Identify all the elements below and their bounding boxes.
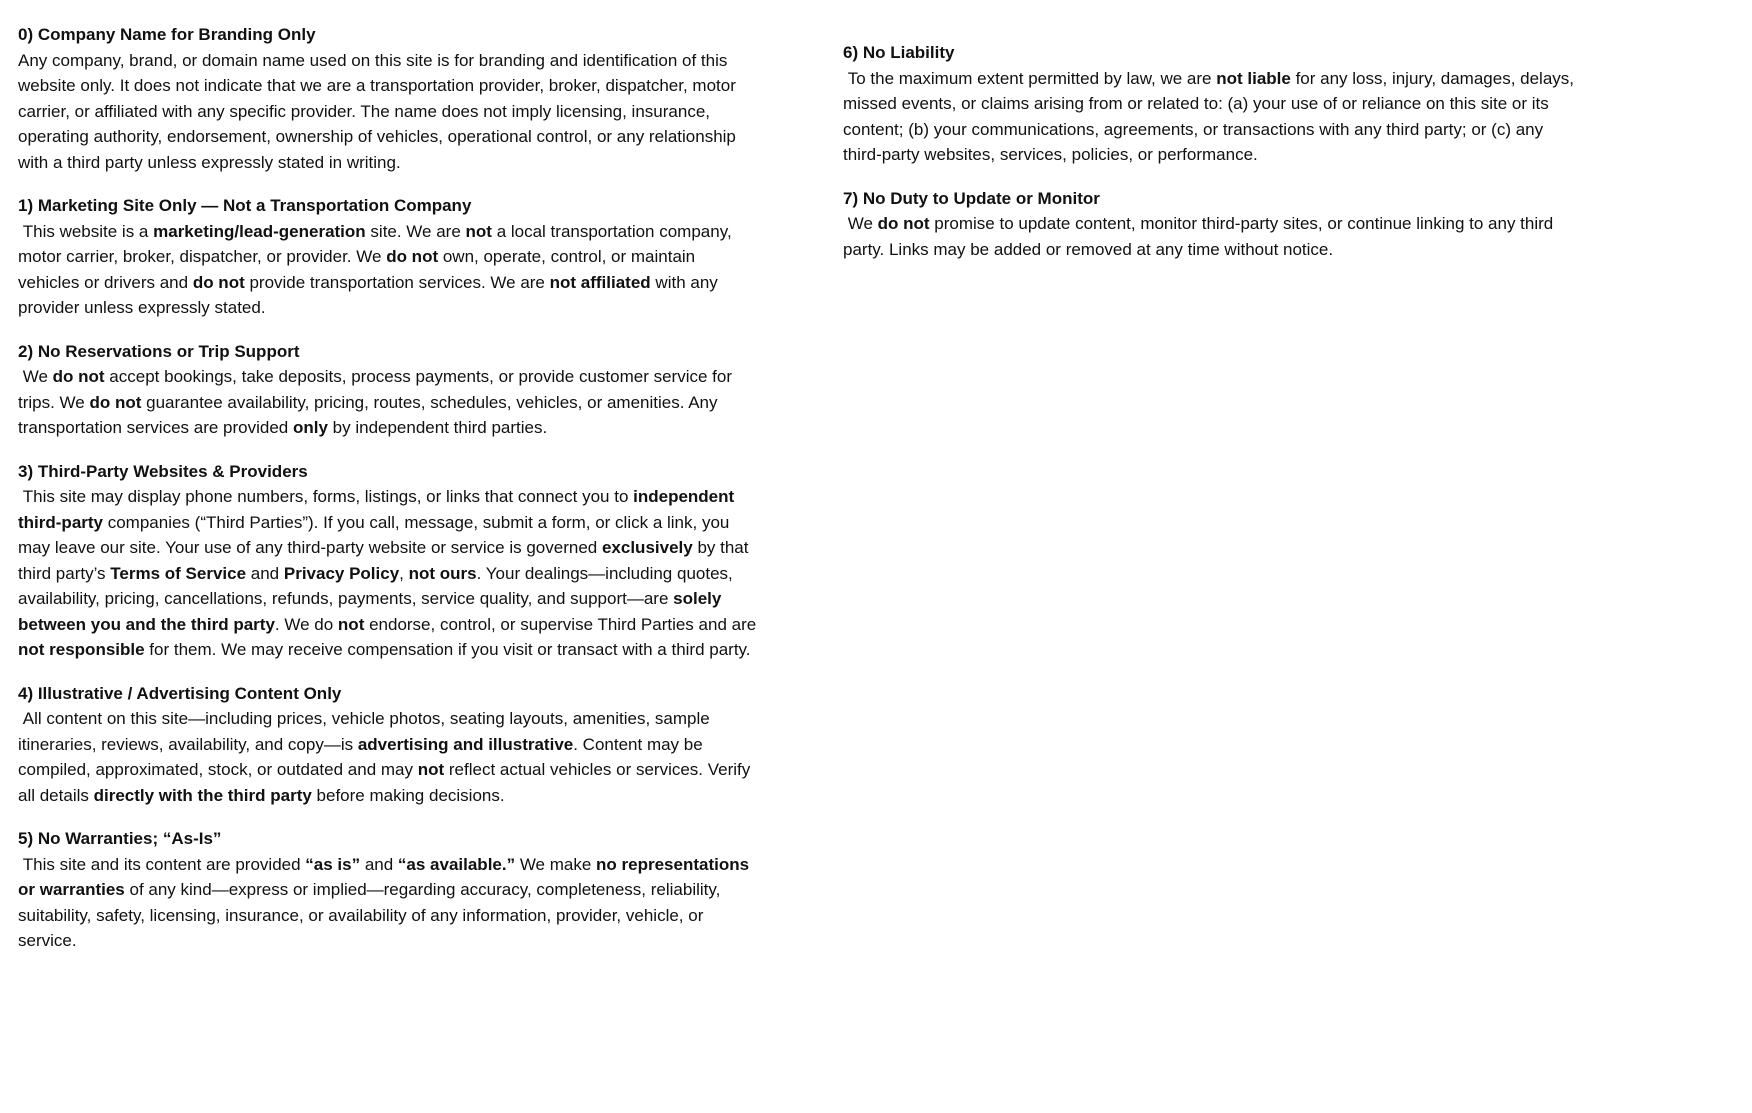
text-segment: promise to update content, monitor third-party sites, or continue linking to any third party. Links may be added or removed at any time without notice. [843,214,1558,259]
bold-text-segment: solely between you and the third party [18,589,727,634]
bold-text-segment: do not [877,214,930,233]
text-segment: and [246,563,284,583]
section-heading: 0) Company Name for Branding Only [18,25,316,44]
text-segment: We make [515,854,597,874]
section-heading: 2) No Reservations or Trip Support [18,341,300,361]
bold-text-segment: no representations or warranties [18,854,754,899]
disclaimer-document [18,0,1583,990]
text-segment: a local transportation company, motor carrier, broker, dispatcher, or provider. We [18,221,737,266]
section-body [843,66,1583,168]
text-segment: provide transportation services. We are [244,272,550,292]
bold-text-segment: directly with the third party [93,785,312,805]
text-segment: reflect actual vehicles or services. Verify all details [18,760,756,805]
bold-text-segment: “as available.” [397,854,516,874]
text-segment: own, operate, control, or maintain vehicles or drivers and [18,247,700,292]
disclaimer-section-3 [18,459,761,663]
bold-text-segment: independent third-party [18,487,739,532]
section-body [18,706,758,808]
section-body [18,364,758,441]
bold-text-segment: do not [89,392,142,412]
text-segment: We [18,367,53,386]
bold-text-segment: Terms of Service [110,563,247,583]
bold-text-segment: “as is” [305,854,361,874]
disclaimer-section-6 [843,40,1583,168]
bold-text-segment: not responsible [18,640,145,659]
bold-text-segment: marketing/lead-generation [153,221,366,241]
bold-text-segment: exclusively [601,538,693,557]
text-segment: with any provider unless expressly stated. [18,272,723,317]
section-body [18,48,758,176]
text-segment: guarantee availability, pricing, routes, schedules, vehicles, or amenities. Any transportation services are provided [18,392,723,437]
section-heading: 7) No Duty to Update or Monitor [843,188,1100,208]
text-segment: To the maximum extent permitted by law, we are [843,68,1217,88]
bold-text-segment: only [292,418,328,437]
text-segment: by independent third parties. [327,418,548,437]
text-segment: companies (“Third Parties”). If you call, message, submit a form, or click a link, you may leave our site. Your use of any third-party website or service is governed [18,512,735,557]
text-segment: and [360,854,398,874]
text-segment: All content on this site—including prices, vehicle photos, seating layouts, amenities, sample itineraries, reviews, availability, and copy—is [18,709,715,754]
text-segment: . Content may be compiled, approximated, stock, or outdated and may [18,734,708,779]
text-segment: . Your dealings—including quotes, availability, pricing, cancellations, refunds, payments, service quality, and support—are [18,563,738,608]
disclaimer-section-4 [18,681,758,809]
bold-text-segment: do not [52,367,105,386]
disclaimer-section-7 [843,186,1583,263]
bold-text-segment: advertising and illustrative [357,734,574,754]
text-segment: for any loss, injury, damages, delays, missed events, or claims arising from or related to: (a) your use of or reliance on this site or its content; (b) your communications, agreements, or transactions with any third party; or (c) any third-party websites, services, policies, or performance. [843,68,1579,164]
bold-text-segment: not affiliated [549,272,651,292]
section-heading: 6) No Liability [843,43,955,62]
text-segment: We [843,214,878,233]
text-segment: site. We are [365,221,466,241]
bold-text-segment: do not [192,272,245,292]
bold-text-segment: not liable [1216,68,1291,88]
bold-text-segment: not [417,760,445,779]
section-heading: 3) Third-Party Websites & Providers [18,461,308,481]
bold-text-segment: not ours [408,563,477,583]
text-segment: This site may display phone numbers, forms, listings, or links that connect you to [18,487,634,506]
text-segment: This site and its content are provided [18,854,306,874]
text-segment: . We do [274,614,338,634]
text-segment: by that third party’s [18,538,754,583]
bold-text-segment: not [465,221,492,241]
text-segment: endorse, control, or supervise Third Parties and are [364,614,761,634]
section-body [18,852,758,954]
text-segment: accept bookings, take deposits, process payments, or provide customer service for trips. We [18,367,737,412]
disclaimer-section-1 [18,193,758,321]
text-segment: This website is a [18,221,154,241]
text-segment: Any company, brand, or domain name used on this site is for branding and identification of this website only. It does not indicate that we are a transportation provider, broker, dispatcher, motor carrier, or affiliated with any specific provider. The name does not imply licensing, insurance, operating authority, endorsement, ownership of vehicles, operational control, or any relationship with a third party unless expressly stated in writing. [18,50,741,172]
bold-text-segment: not [337,614,365,634]
section-heading: 4) Illustrative / Advertising Content Only [18,683,342,703]
disclaimer-section-0 [18,22,758,175]
text-segment: of any kind—express or implied—regarding accuracy, completeness, reliability, suitability, safety, licensing, insurance, or availability of any information, provider, vehicle, or service. [18,880,726,950]
disclaimer-section-5 [18,826,758,954]
bold-text-segment: Privacy Policy [283,563,400,583]
text-segment: , [399,563,409,583]
text-segment: for them. We may receive compensation if you visit or transact with a third party. [144,640,751,659]
section-body [18,484,761,663]
section-heading: 5) No Warranties; “As-Is” [18,829,222,848]
section-body [843,211,1583,262]
disclaimer-section-2 [18,339,758,441]
section-body [18,219,758,321]
section-heading: 1) Marketing Site Only — Not a Transportation Company [18,196,472,215]
bold-text-segment: do not [386,247,439,266]
text-segment: before making decisions. [311,785,505,805]
